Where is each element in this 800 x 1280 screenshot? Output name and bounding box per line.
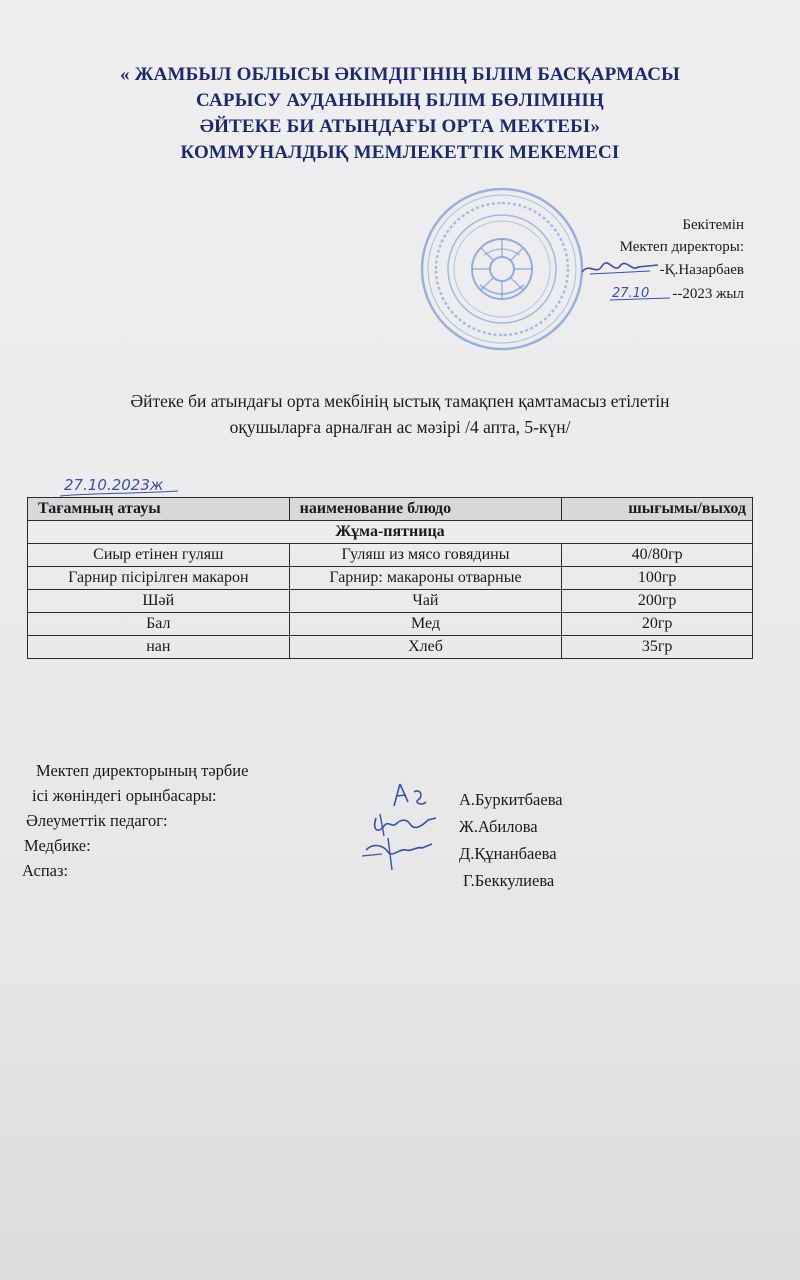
- dish-name-kk: Сиыр етінен гуляш: [28, 544, 290, 567]
- day-row: [28, 521, 753, 544]
- dish-output: 20гр: [562, 613, 753, 636]
- header-line-4: КОММУНАЛДЫҚ МЕМЛЕКЕТТІК МЕКЕМЕСІ: [180, 142, 620, 163]
- dish-name-kk: Шәй: [28, 590, 290, 613]
- header-line-1: « ЖАМБЫЛ ОБЛЫСЫ ӘКІМДІГІНІҢ БІЛІМ БАСҚАРМАСЫ: [119, 64, 681, 85]
- header-line-2: САРЫСУ АУДАНЫНЫҢ БІЛІМ БӨЛІМІНІҢ: [196, 90, 604, 111]
- table-row: [28, 613, 753, 636]
- dish-name-ru: Хлеб: [289, 636, 562, 659]
- day-label: Жұма-пятница: [28, 521, 753, 544]
- director-signature: [580, 258, 660, 278]
- dish-name-ru: Мед: [289, 613, 562, 636]
- director-signature-line: [580, 258, 744, 281]
- signature-name: А.Буркитбаева: [459, 790, 563, 809]
- signature-role: Мектеп директорының тәрбие: [36, 761, 249, 780]
- dish-name-ru: Гарнир: макароны отварные: [289, 567, 562, 590]
- signature-role: Медбике:: [24, 836, 91, 855]
- director-name-prefix: -: [659, 262, 665, 278]
- column-header-dish-kk: Тағамның атауы: [28, 498, 290, 521]
- menu-table: [27, 497, 753, 659]
- column-header-output: шығымы/выход: [562, 498, 753, 521]
- dish-output: 100гр: [562, 567, 753, 590]
- dish-name-kk: нан: [28, 636, 290, 659]
- menu-title-line-2: оқушыларға арналған ас мәзірі /4 апта, 5-күн/: [229, 417, 571, 437]
- dish-name-kk: Гарнир пісірілген макарон: [28, 567, 290, 590]
- approval-date-handwritten: [610, 281, 672, 303]
- director-position: Мектеп директоры:: [619, 239, 744, 255]
- table-row: [28, 590, 753, 613]
- table-row: [28, 544, 753, 567]
- signature-role: ісі жөніндегі орынбасары:: [32, 786, 217, 805]
- dish-output: 35гр: [562, 636, 753, 659]
- header-line-3: ӘЙТЕКЕ БИ АТЫНДАҒЫ ОРТА МЕКТЕБІ»: [199, 116, 601, 137]
- dish-name-ru: Гуляш из мясо говядины: [289, 544, 562, 567]
- signature-name: Г.Беккулиева: [463, 871, 555, 890]
- approval-label: Бекітемін: [682, 217, 744, 233]
- dish-name-ru: Чай: [289, 590, 562, 613]
- dish-output: 40/80гр: [562, 544, 753, 567]
- organization-header: [60, 62, 740, 166]
- column-header-dish-ru: наименование блюдо: [289, 498, 562, 521]
- svg-text:27.10.2023ж: 27.10.2023ж: [64, 476, 164, 494]
- signature-name: Ж.Абилова: [459, 817, 538, 836]
- director-name: Қ.Назарбаев: [664, 262, 744, 278]
- signature-role: Аспаз:: [22, 861, 69, 880]
- dish-name-kk: Бал: [28, 613, 290, 636]
- signature-name: Д.Құнанбаева: [459, 844, 557, 863]
- menu-title: [40, 388, 760, 440]
- approval-block: [580, 214, 744, 305]
- table-row: [28, 567, 753, 590]
- approval-year: --2023 жыл: [672, 286, 744, 302]
- approval-date-line: [580, 281, 744, 305]
- menu-title-line-1: Әйтеке би атындағы орта мекбінің ыстық тамақпен қамтамасыз етілетін: [130, 391, 670, 411]
- table-header-row: [28, 498, 753, 521]
- signature-role: Әлеуметтік педагог:: [26, 811, 168, 830]
- table-row: [28, 636, 753, 659]
- dish-output: 200гр: [562, 590, 753, 613]
- handwritten-signatures: [358, 778, 448, 878]
- svg-text:27.10: 27.10: [612, 286, 650, 301]
- official-seal-stamp: [418, 185, 586, 353]
- handwritten-date: [60, 470, 180, 500]
